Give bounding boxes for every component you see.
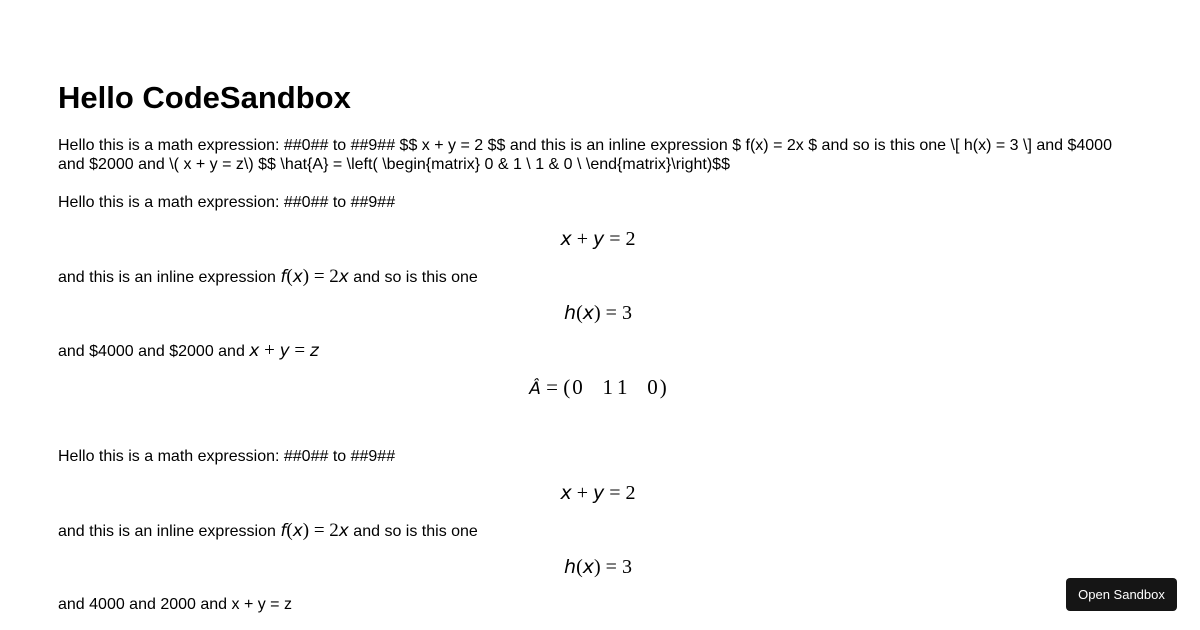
dollar-amounts-line: and $4000 and $2000 and x + y = z xyxy=(58,340,319,361)
raw-math-paragraph: Hello this is a math expression: ##0## to ##9## $$ x + y = 2 $$ and this is an inline expression $ f(x) = 2x $ and so is this one \[ h(x) = 3 \] and $4000 and $2000 and \( x + y = z\) $$ \hat{A} = \left( \begin{matrix} 0 & 1 \ 1 & 0 \ \end{matrix}\right)$$ xyxy=(58,137,1112,173)
display-equation-h: h(x) = 3 xyxy=(564,302,632,324)
partial-bottom-line: and 4000 and 2000 and x + y = z xyxy=(58,596,292,613)
display-equation-xy-2: x + y = 2 xyxy=(560,482,636,504)
content xyxy=(58,60,1138,614)
page-title: Hello CodeSandbox xyxy=(58,80,351,115)
display-equation-xy: x + y = 2 xyxy=(560,228,636,250)
open-sandbox-button[interactable]: Open Sandbox xyxy=(1066,578,1177,611)
display-matrix-equation: Â = (0 1 1 0) xyxy=(529,375,667,399)
inline-equation-xyz: x + y = z xyxy=(249,340,319,361)
inline-equation-f: f(x) = 2x xyxy=(280,266,349,287)
inline-expression-line: and this is an inline expression f(x) = 2x and so is this one xyxy=(58,266,478,287)
math-intro-line-2: Hello this is a math expression: ##0## to ##9## xyxy=(58,448,396,465)
inline-expression-line-2: and this is an inline expression f(x) = 2x and so is this one xyxy=(58,520,478,541)
display-equation-h-2: h(x) = 3 xyxy=(564,556,632,578)
math-intro-line: Hello this is a math expression: ##0## to ##9## xyxy=(58,194,396,211)
